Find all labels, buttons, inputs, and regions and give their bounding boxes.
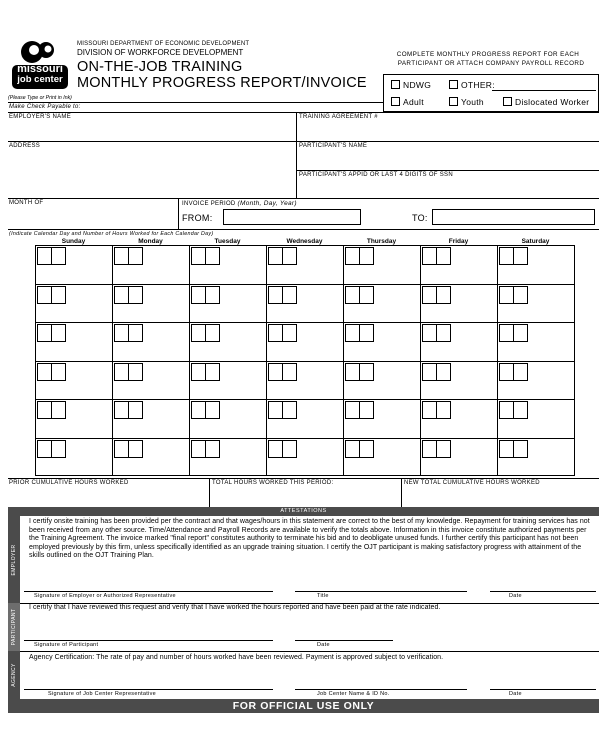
other-label: OTHER: <box>461 80 495 90</box>
calendar-day-number-box[interactable] <box>499 440 514 458</box>
calendar-day-number-box[interactable] <box>499 401 514 419</box>
dislocated-checkbox[interactable] <box>503 97 512 106</box>
calendar-day-number-box[interactable] <box>114 401 129 419</box>
calendar-day-number-box[interactable] <box>345 440 360 458</box>
calendar-hours-box[interactable] <box>128 440 143 458</box>
calendar-hours-box[interactable] <box>513 363 528 381</box>
calendar-day-number-box[interactable] <box>422 286 437 304</box>
calendar-hours-box[interactable] <box>282 363 297 381</box>
employer-section-tab <box>8 516 20 603</box>
calendar-day-number-box[interactable] <box>37 363 52 381</box>
calendar-hours-box[interactable] <box>359 324 374 342</box>
calendar-day-number-box[interactable] <box>114 247 129 265</box>
calendar-day-number-box[interactable] <box>345 363 360 381</box>
division-name: DIVISION OF WORKFORCE DEVELOPMENT <box>77 48 244 57</box>
employer-title-field[interactable] <box>295 578 467 591</box>
calendar-day-number-box[interactable] <box>37 440 52 458</box>
calendar-hours-box[interactable] <box>436 324 451 342</box>
calendar-hours-box[interactable] <box>205 440 220 458</box>
calendar-hours-box[interactable] <box>513 401 528 419</box>
calendar-day-number-box[interactable] <box>191 401 206 419</box>
signature-line <box>490 689 596 690</box>
calendar-hours-box[interactable] <box>51 286 66 304</box>
calendar-day-number-box[interactable] <box>422 324 437 342</box>
rule <box>8 229 599 230</box>
calendar-hours-box[interactable] <box>51 440 66 458</box>
rule <box>178 198 179 229</box>
calendar-day-header: Wednesday <box>286 238 323 245</box>
calendar-day-header: Sunday <box>61 238 86 245</box>
youth-checkbox[interactable] <box>449 97 458 106</box>
calendar-day-number-box[interactable] <box>191 363 206 381</box>
employer-tab-label: EMPLOYER <box>11 544 17 575</box>
participant-signature-field[interactable] <box>24 627 273 640</box>
rule <box>20 651 599 652</box>
calendar-hours-box[interactable] <box>205 363 220 381</box>
invoice-period-text: INVOICE PERIOD <box>182 201 236 207</box>
participant-appid-field[interactable] <box>297 171 599 198</box>
from-date-input[interactable] <box>223 209 361 225</box>
calendar-hours-box[interactable] <box>513 247 528 265</box>
rule <box>8 102 383 103</box>
calendar-day-number-box[interactable] <box>268 324 283 342</box>
calendar-day-number-box[interactable] <box>499 363 514 381</box>
calendar-hours-box[interactable] <box>128 363 143 381</box>
agency-tab-label: AGENCY <box>11 663 17 687</box>
participant-name-field[interactable] <box>297 142 599 170</box>
calendar-hours-box[interactable] <box>128 401 143 419</box>
calendar-hours-box[interactable] <box>128 247 143 265</box>
logo-text-missouri: missouri <box>17 63 63 75</box>
prior-hours-label: PRIOR CUMULATIVE HOURS WORKED <box>9 480 129 486</box>
new-total-hours-label: NEW TOTAL CUMULATIVE HOURS WORKED <box>404 480 540 486</box>
participant-section-tab <box>8 603 20 651</box>
calendar-day-number-box[interactable] <box>345 324 360 342</box>
calendar-hours-box[interactable] <box>359 286 374 304</box>
ndwg-label: NDWG <box>403 80 432 90</box>
invoice-period-label <box>182 200 297 207</box>
adult-label: Adult <box>403 97 424 107</box>
calendar-instruction: (Indicate Calendar Day and Number of Hours Worked for Each Calendar Day) <box>9 231 214 237</box>
calendar-day-number-box[interactable] <box>345 286 360 304</box>
participant-appid-label: PARTICIPANT'S APPID OR LAST 4 DIGITS OF SSN <box>299 172 453 178</box>
address-field[interactable] <box>8 142 296 198</box>
calendar-hours-box[interactable] <box>282 440 297 458</box>
calendar-day-number-box[interactable] <box>345 401 360 419</box>
month-of-label: MONTH OF <box>9 200 44 206</box>
signature-line <box>490 591 596 592</box>
adult-checkbox[interactable] <box>391 97 400 106</box>
calendar-day-number-box[interactable] <box>37 247 52 265</box>
instruction-line2: PARTICIPANT OR ATTACH COMPANY PAYROLL RECORD <box>397 60 585 67</box>
agency-signature-field[interactable] <box>24 676 273 689</box>
calendar-day-number-box[interactable] <box>422 401 437 419</box>
calendar-day-number-box[interactable] <box>499 324 514 342</box>
calendar-hours-box[interactable] <box>282 324 297 342</box>
calendar-hours-box[interactable] <box>359 247 374 265</box>
calendar-hours-box[interactable] <box>205 401 220 419</box>
calendar-day-number-box[interactable] <box>268 286 283 304</box>
employer-certification-text: I certify onsite training has been provided per the contract and that wages/hours in this statement are correct to the best of my knowledge. Repayment for training services has not been received from any other source. Time/Attendance and Payroll Records are available to verify the totals above. Information in this invoice constitute authorized payments per the Training Agreement. The invoice marked "final report" constitutes authority to terminate his bid and to deobligate unused funds. I further certify this participant has not been employed previously by this firm, unless specifically identified as an upgrade training situation. I certify the OJT participant is making satisfactory progress with attainment of the skills outlined on the OJT Training Plan. <box>29 518 590 560</box>
calendar-hours-box[interactable] <box>359 363 374 381</box>
calendar-day-header: Friday <box>448 238 469 245</box>
calendar-day-number-box[interactable] <box>268 401 283 419</box>
calendar-day-number-box[interactable] <box>37 286 52 304</box>
signature-line <box>295 591 467 592</box>
calendar-hours-box[interactable] <box>205 286 220 304</box>
calendar-hours-box[interactable] <box>51 401 66 419</box>
calendar-hours-box[interactable] <box>51 363 66 381</box>
calendar-hours-box[interactable] <box>282 401 297 419</box>
calendar-day-number-box[interactable] <box>191 440 206 458</box>
training-agreement-label: TRAINING AGREEMENT # <box>299 114 378 120</box>
calendar-hours-box[interactable] <box>513 324 528 342</box>
calendar-day-number-box[interactable] <box>422 440 437 458</box>
participant-signature-label: Signature of Participant <box>34 642 99 648</box>
calendar-day-header: Monday <box>138 238 163 245</box>
other-underline <box>492 90 596 91</box>
address-label: ADDRESS <box>9 143 41 149</box>
from-label: FROM: <box>182 213 213 223</box>
calendar-day-number-box[interactable] <box>37 324 52 342</box>
participant-date-field[interactable] <box>295 627 393 640</box>
ndwg-checkbox[interactable] <box>391 80 400 89</box>
agency-date-field[interactable] <box>490 676 596 689</box>
calendar-day-number-box[interactable] <box>114 440 129 458</box>
prior-hours-field[interactable] <box>8 479 209 507</box>
calendar-day-number-box[interactable] <box>268 363 283 381</box>
calendar-hours-box[interactable] <box>436 247 451 265</box>
agency-certification-text: Agency Certification: The rate of pay and number of hours worked have been reviewed. Payment is approved subject to verification. <box>29 654 444 661</box>
agency-date-label: Date <box>509 691 522 697</box>
calendar-hours-box[interactable] <box>51 247 66 265</box>
participant-certification-text: I certify that I have reviewed this request and verify that I have worked the hours reported and have been paid at the rate indicated. <box>29 604 441 611</box>
signature-line <box>24 591 273 592</box>
calendar-hours-box[interactable] <box>436 440 451 458</box>
invoice-period-hint: (Month, Day, Year) <box>237 200 297 207</box>
form-title-line1: ON-THE-JOB TRAINING <box>77 59 243 75</box>
calendar-hours-box[interactable] <box>128 324 143 342</box>
signature-line <box>295 640 393 641</box>
official-use-label: FOR OFFICIAL USE ONLY <box>232 700 375 712</box>
employer-name-label: EMPLOYER'S NAME <box>9 114 71 120</box>
to-date-input[interactable] <box>432 209 595 225</box>
print-note: (Please Type or Print in Ink) <box>8 95 72 101</box>
agency-section-tab <box>8 651 20 699</box>
other-checkbox[interactable] <box>449 80 458 89</box>
calendar-hours-box[interactable] <box>205 324 220 342</box>
training-agreement-field[interactable] <box>297 113 599 141</box>
agency-jobcenter-field[interactable] <box>295 676 467 689</box>
employer-signature-label: Signature of Employer or Authorized Representative <box>34 593 176 599</box>
calendar-day-number-box[interactable] <box>114 363 129 381</box>
calendar-hours-box[interactable] <box>282 286 297 304</box>
participant-date-label: Date <box>317 642 330 648</box>
this-period-hours-label: TOTAL HOURS WORKED THIS PERIOD: <box>212 480 334 486</box>
participant-name-label: PARTICIPANT'S NAME <box>299 143 368 149</box>
calendar-day-number-box[interactable] <box>499 286 514 304</box>
form-title-line2: MONTHLY PROGRESS REPORT/INVOICE <box>77 75 367 91</box>
calendar-day-number-box[interactable] <box>191 247 206 265</box>
calendar-day-number-box[interactable] <box>191 286 206 304</box>
signature-line <box>24 689 273 690</box>
dislocated-label: Dislocated Worker <box>515 97 590 107</box>
calendar-hours-box[interactable] <box>205 247 220 265</box>
calendar-hours-box[interactable] <box>359 401 374 419</box>
participant-tab-label: PARTICIPANT <box>11 608 17 646</box>
calendar-hours-box[interactable] <box>513 440 528 458</box>
employer-signature-field[interactable] <box>24 578 273 591</box>
employer-date-label: Date <box>509 593 522 599</box>
employer-date-field[interactable] <box>490 578 596 591</box>
department-name: MISSOURI DEPARTMENT OF ECONOMIC DEVELOPMENT <box>77 41 250 47</box>
calendar-day-number-box[interactable] <box>268 247 283 265</box>
agency-jobcenter-label: Job Center Name & ID No. <box>317 691 390 697</box>
employer-title-label: Title <box>317 593 329 599</box>
calendar-day-header: Thursday <box>366 238 397 245</box>
employer-name-field[interactable] <box>8 113 296 141</box>
new-total-hours-field[interactable] <box>402 479 599 507</box>
signature-line <box>24 640 273 641</box>
this-period-hours-field[interactable] <box>210 479 401 507</box>
signature-line <box>295 689 467 690</box>
youth-label: Youth <box>461 97 484 107</box>
logo-text-job-center: job center <box>17 74 63 85</box>
agency-signature-label: Signature of Job Center Representative <box>48 691 157 697</box>
calendar-hours-box[interactable] <box>513 286 528 304</box>
calendar-day-number-box[interactable] <box>422 363 437 381</box>
make-check-payable-label: Make Check Payable to: <box>9 104 81 110</box>
calendar-day-number-box[interactable] <box>114 324 129 342</box>
month-of-field[interactable] <box>8 199 178 229</box>
calendar-day-number-box[interactable] <box>268 440 283 458</box>
calendar-day-number-box[interactable] <box>345 247 360 265</box>
calendar-day-number-box[interactable] <box>37 401 52 419</box>
calendar-day-header: Tuesday <box>214 238 241 245</box>
calendar-day-number-box[interactable] <box>191 324 206 342</box>
calendar-hours-box[interactable] <box>51 324 66 342</box>
calendar-day-number-box[interactable] <box>422 247 437 265</box>
calendar-hours-box[interactable] <box>282 247 297 265</box>
calendar-hours-box[interactable] <box>128 286 143 304</box>
calendar-hours-box[interactable] <box>359 440 374 458</box>
calendar-hours-box[interactable] <box>436 401 451 419</box>
calendar-day-number-box[interactable] <box>114 286 129 304</box>
instruction-line1: COMPLETE MONTHLY PROGRESS REPORT FOR EACH <box>396 51 580 58</box>
calendar-hours-box[interactable] <box>436 363 451 381</box>
to-label: TO: <box>412 213 428 223</box>
attestations-heading: ATTESTATIONS <box>280 508 327 514</box>
calendar-hours-box[interactable] <box>436 286 451 304</box>
calendar-day-number-box[interactable] <box>499 247 514 265</box>
calendar-day-header: Saturday <box>521 238 550 245</box>
